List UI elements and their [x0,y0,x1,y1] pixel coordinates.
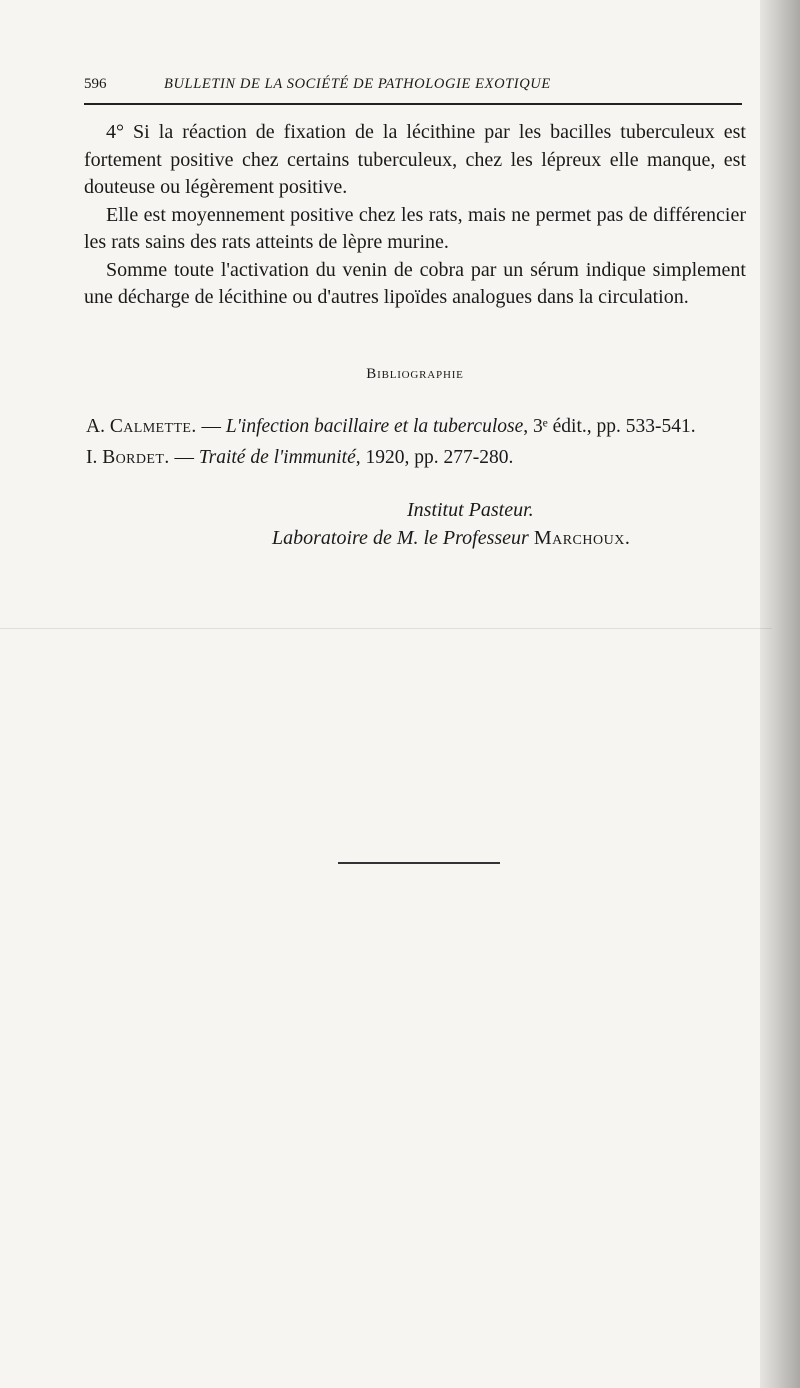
reference-details: , 3ᵉ édit., pp. 533-541. [523,416,696,437]
body-text [84,119,746,312]
paragraph: Somme toute l'activation du venin de cobra par un sérum indique simplement une décharge de lécithine ou d'autres lipoïdes analogues dans la circulation. [84,258,746,308]
page-edge-shadow [760,0,800,1388]
end-rule [338,862,500,864]
reference-separator: — [169,447,199,468]
reference-list [86,414,750,476]
laboratory-line [84,524,748,552]
reference-separator: — [196,416,226,437]
reference-title: L'infection bacillaire et la tuberculose [225,416,524,437]
laboratory-prefix: Laboratoire de M. le Professeur [272,527,529,549]
institute-name: Institut Pasteur. [407,499,534,521]
bibliography-heading: Bibliographie [366,366,464,382]
reference-item [86,414,750,439]
running-header [84,76,744,104]
reference-author: Calmette. [109,416,197,437]
reference-details: , 1920, pp. 277-280. [355,447,514,468]
reference-title: Traité de l'immunité [198,447,356,468]
reference-initial: I. [86,447,98,468]
show-through-line [0,628,772,629]
reference-initial: A. [86,416,105,437]
affiliation [84,496,748,552]
running-title: BULLETIN DE LA SOCIÉTÉ DE PATHOLOGIE EXOTIQUE [164,76,551,92]
header-rule [84,103,742,105]
page-number: 596 [84,76,107,92]
reference-author: Bordet. [102,447,170,468]
professor-name: Marchoux. [533,527,631,549]
paragraph: 4° Si la réaction de fixation de la lécithine par les bacilles tuberculeux est fortement positive chez certains tuberculeux, chez les lépreux elle manque, est douteuse ou légèrement positive. [84,121,746,198]
paragraph: Elle est moyennement positive chez les rats, mais ne permet pas de différencier les rats sains des rats atteints de lèpre murine. [84,203,746,253]
reference-item [86,445,750,470]
